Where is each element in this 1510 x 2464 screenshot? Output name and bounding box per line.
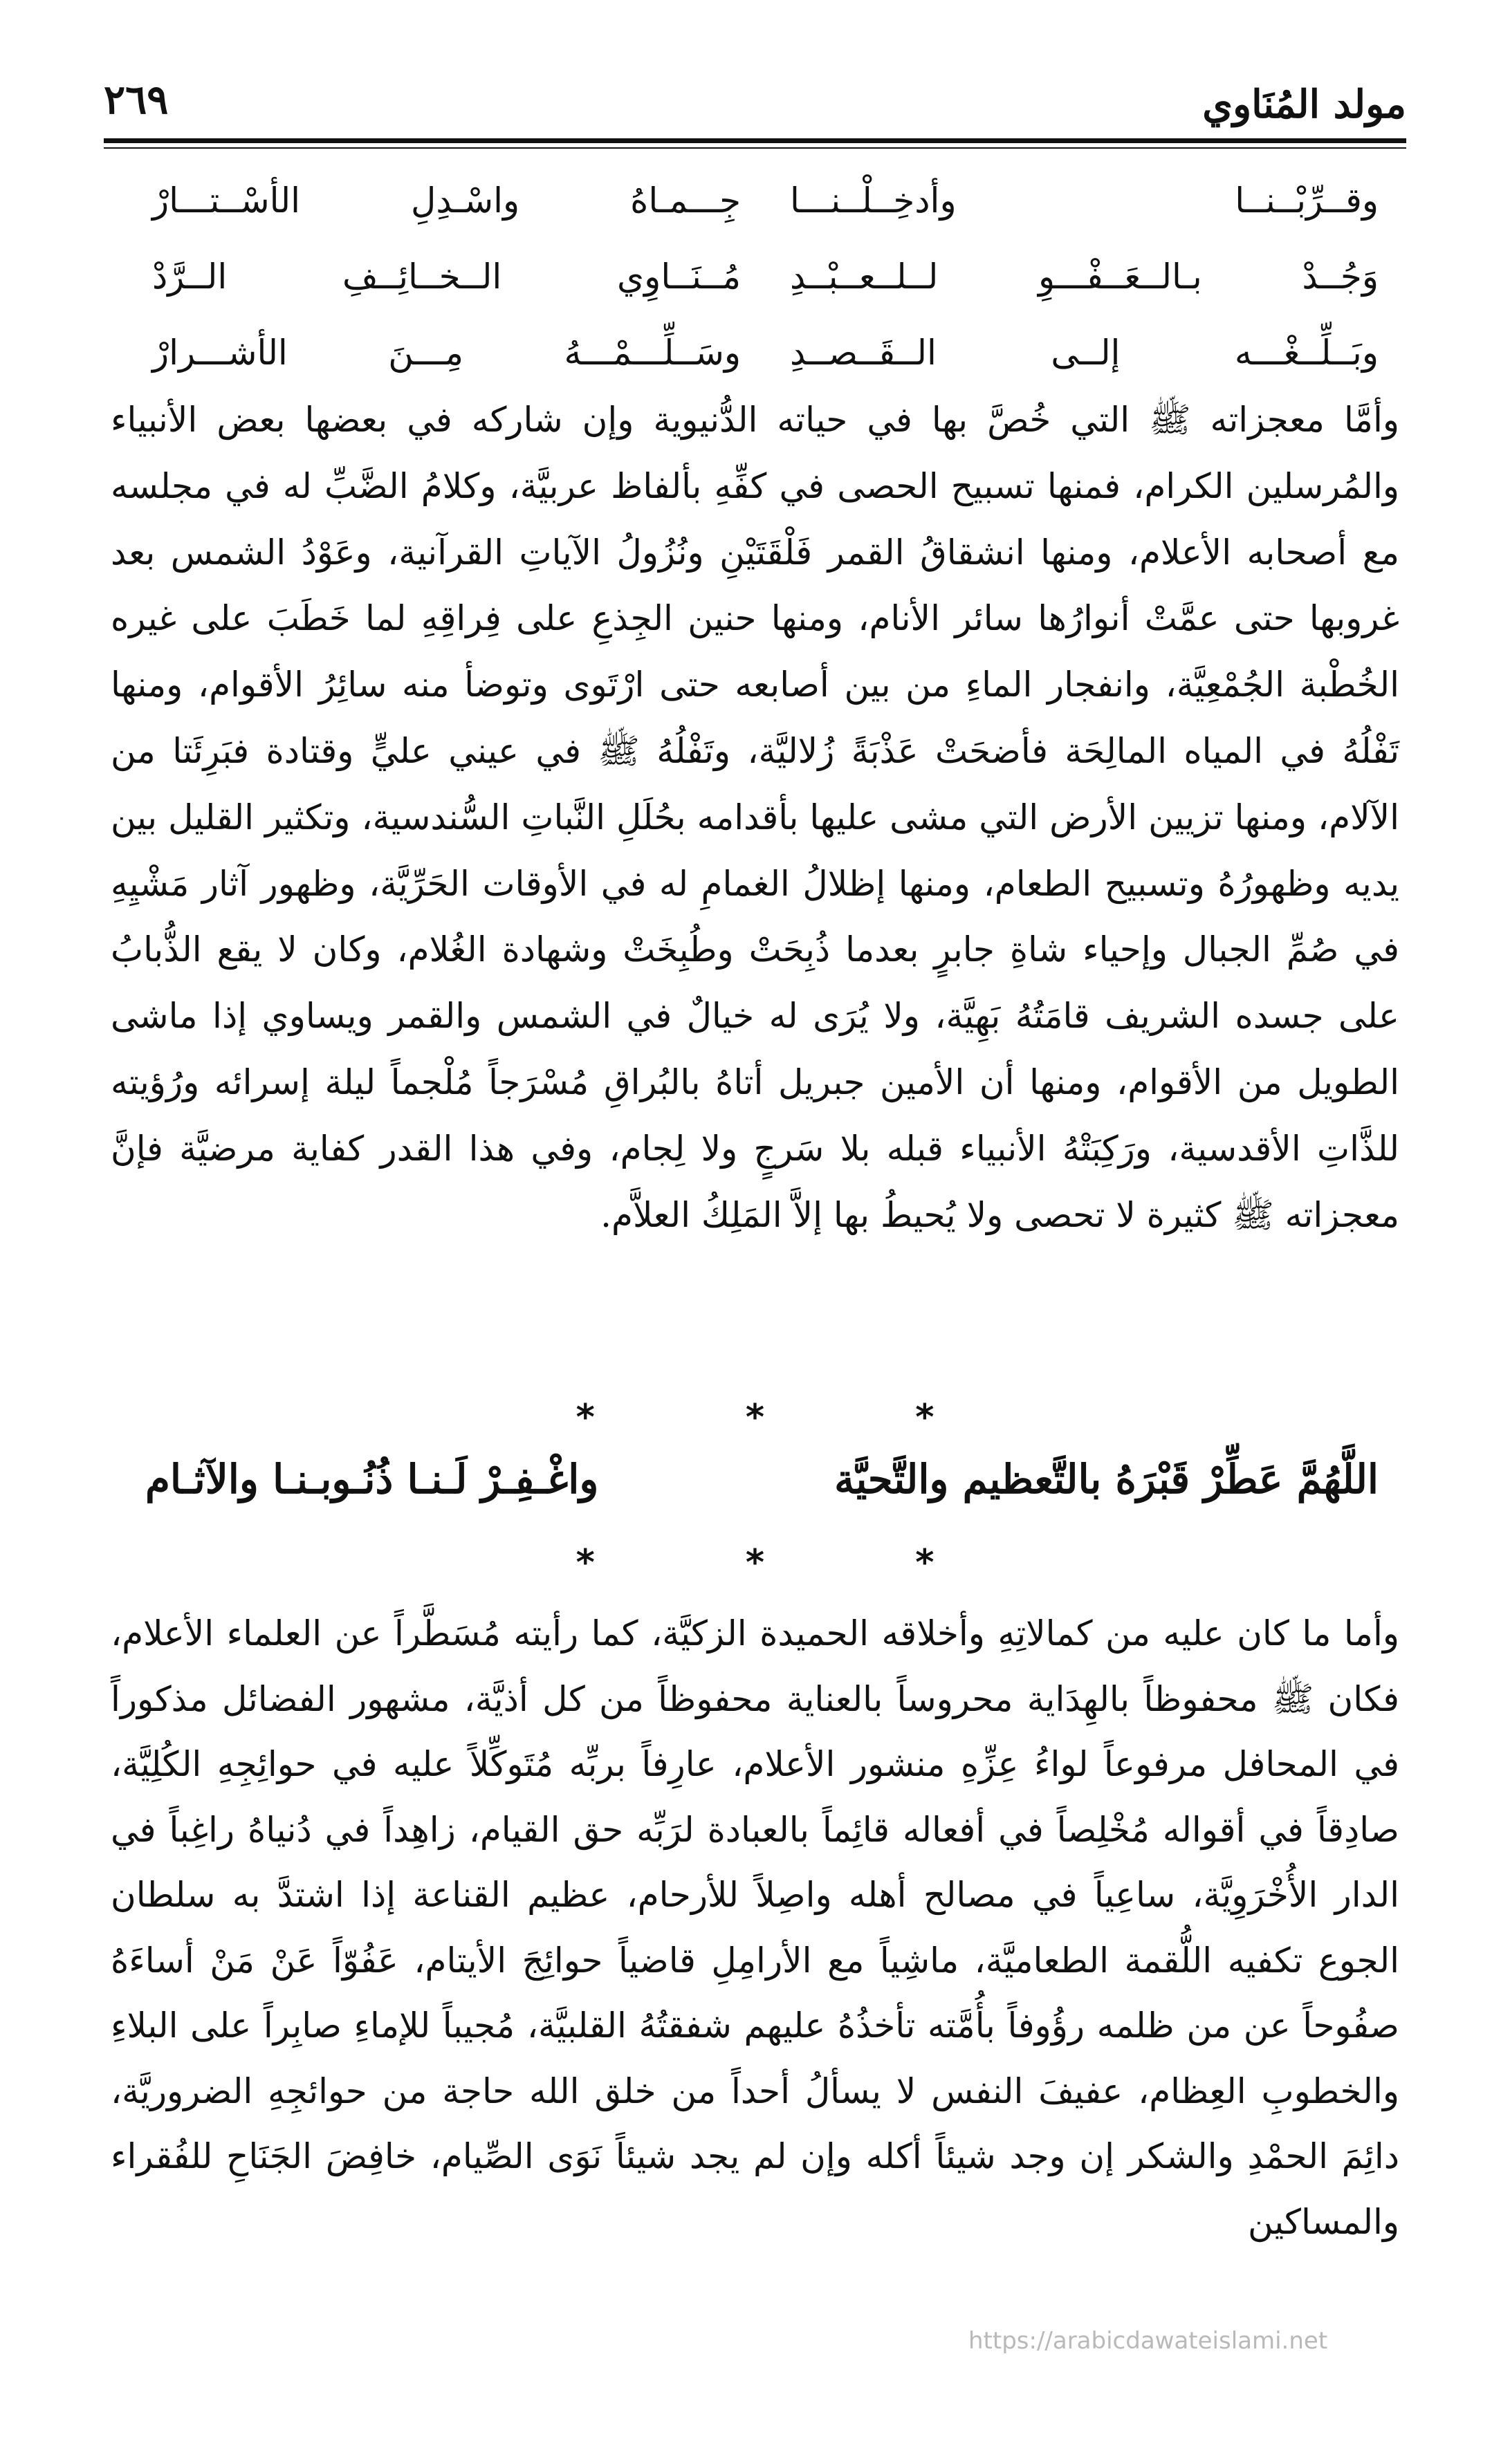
verse-line (152, 239, 1379, 315)
refrain-second-hemistich: واغْـفِـرْ لَـنـا ذُنُـوبـنـا والآثـام (145, 1456, 599, 1503)
header-rule-thick (104, 138, 1406, 143)
verse-second-hemistich: مُــنَــاوِي الــخــائِــفِ الــرَّدْ (152, 257, 742, 297)
page-header (104, 76, 1406, 138)
verse-first-hemistich: وَجُــدْ بـالــعَــفْـــوِ لــلــعــبْــدِ (789, 257, 1379, 297)
page-number: ٢٦٩ (104, 76, 169, 123)
verse-second-hemistich: وسَــلِّـــمْـــهُ مِـــنَ الأشـــرارْ (152, 333, 742, 373)
poem-verses (152, 163, 1379, 391)
verse-line (152, 163, 1379, 239)
header-rule-thin (104, 147, 1406, 149)
star-separator-bottom: * * * (576, 1542, 1004, 1584)
verse-first-hemistich: وقــرِّبْــنــا وأدخِــلْــنـــا (789, 180, 1379, 221)
refrain-first-hemistich: اللَّهُمَّ عَطِّرْ قَبْرَهُ بالتَّعظيم والتَّحيَّة (834, 1456, 1379, 1503)
paragraph-miracles: وأمَّا معجزاته ﷺ التي خُصَّ بها في حياته الدُّنيوية وإن شاركه في بعضها بعض الأنبياء والمُرسلين الكرام، فمنها تسبيح الحصى في كفِّهِ بألفاظ عربيَّة، وكلامُ الضَّبِّ له في مجلسه مع أصحابه الأعلام، ومنها انشقاقُ القمر فَلْقَتَيْنِ ونُزُولُ الآياتِ القرآنية، وعَوْدُ الشمس بعد غروبها حتى عمَّتْ أنوارُها سائر الأنام، ومنها حنين الجِذعِ على فِراقِهِ لما خَطَبَ على غيره الخُطْبة الجُمْعِيَّة، وانفجار الماءِ من بين أصابعه حتى ارْتَوى وتوضأ منه سائِرُ الأقوام، ومنها تَفْلُهُ في المياه المالِحَة فأضحَتْ عَذْبَةً زُلاليَّة، وتَفْلُهُ ﷺ في عيني عليٍّ وقتادة فبَرِئَتا من الآلام، ومنها تزيين الأرض التي مشى عليها بأقدامه بحُلَلِ النَّباتِ السُّندسية، وتكثير القليل بين يديه وظهورُهُ وتسبيح الطعام، ومنها إظلالُ الغمامِ له في الأوقات الحَرِّيَّة، وظهور آثار مَشْيِهِ في صُمِّ الجبال وإحياء شاةِ جابرٍ بعدما ذُبِحَتْ وطُبِخَتْ وشهادة الغُلام، وكان لا يقع الذُّبابُ على جسده الشريف قامَتُهُ بَهِيَّة، ولا يُرَى له خيالٌ في الشمس والقمر ويساوي إذا ماشى الطويل من الأقوام، ومنها أن الأمين جبريل أتاهُ بالبُراقِ مُسْرَجاً مُلْجماً ليلة إسرائه ورُؤيته للذَّاتِ الأقدسية، ورَكِبَتْهُ الأنبياء قبله بلا سَرجٍ ولا لِجام، وفي هذا القدر كفاية مرضيَّة فإنَّ معجزاته ﷺ كثيرة لا تحصى ولا يُحيطُ بها إلاَّ المَلِكُ العلاَّم. (111, 400, 1399, 1235)
running-head: مولد المُنَاوي (1202, 82, 1406, 127)
refrain-line (145, 1456, 1379, 1503)
watermark-url: https://arabicdawateislami.net (968, 2327, 1328, 2355)
verse-line (152, 315, 1379, 391)
star-separator-top: * * * (576, 1397, 1004, 1438)
paragraph-virtues: وأما ما كان عليه من كمالاتِهِ وأخلاقه الحميدة الزكيَّة، كما رأيته مُسَطَّراً عن العلماء الأعلام، فكان ﷺ محفوظاً بالهِدَاية محروساً بالعناية محفوظاً من كل أذيَّة، مشهور الفضائل مذكوراً في المحافل مرفوعاً لواءُ عِزِّهِ منشور الأعلام، عارِفاً بربِّه مُتَوكِّلاً عليه في حوائِجِهِ الكُلِيَّة، صادِقاً في أقواله مُخْلِصاً في أفعاله قائِماً بالعبادة لرَبِّه حق القيام، زاهِداً في دُنياهُ راغِباً في الدار الأُخْرَوِيَّة، ساعِياً في مصالح أهله واصِلاً للأرحام، عظيم القناعة إذا اشتدَّ به سلطان الجوع تكفيه اللُّقمة الطعاميَّة، ماشِياً مع الأرامِلِ قاضياً حوائِجَ الأيتام، عَفُوّاً عَنْ مَنْ أساءَهُ صفُوحاً عن من ظلمه رؤُوفاً بأُمَّته تأخذُهُ عليهم شفقتُهُ القلبيَّة، مُجيباً للإماءِ صابِراً على البلاءِ والخطوبِ العِظام، عفيفَ النفس لا يسألُ أحداً من خلق الله حاجة من حوائجِهِ الضروريَّة، دائِمَ الحمْدِ والشكر إن وجد شيئاً أكله وإن لم يجد شيئاً نَوَى الصِّيام، خافِضَ الجَنَاحِ للفُقراء والمساكين (111, 1613, 1399, 2242)
verse-first-hemistich: وبَــلِّــغْـــه إلــى الــقَــصــدِ (789, 333, 1379, 373)
verse-second-hemistich: جِـــمـاهُ واسْـدِلِ الأسْــتـــارْ (152, 180, 742, 221)
